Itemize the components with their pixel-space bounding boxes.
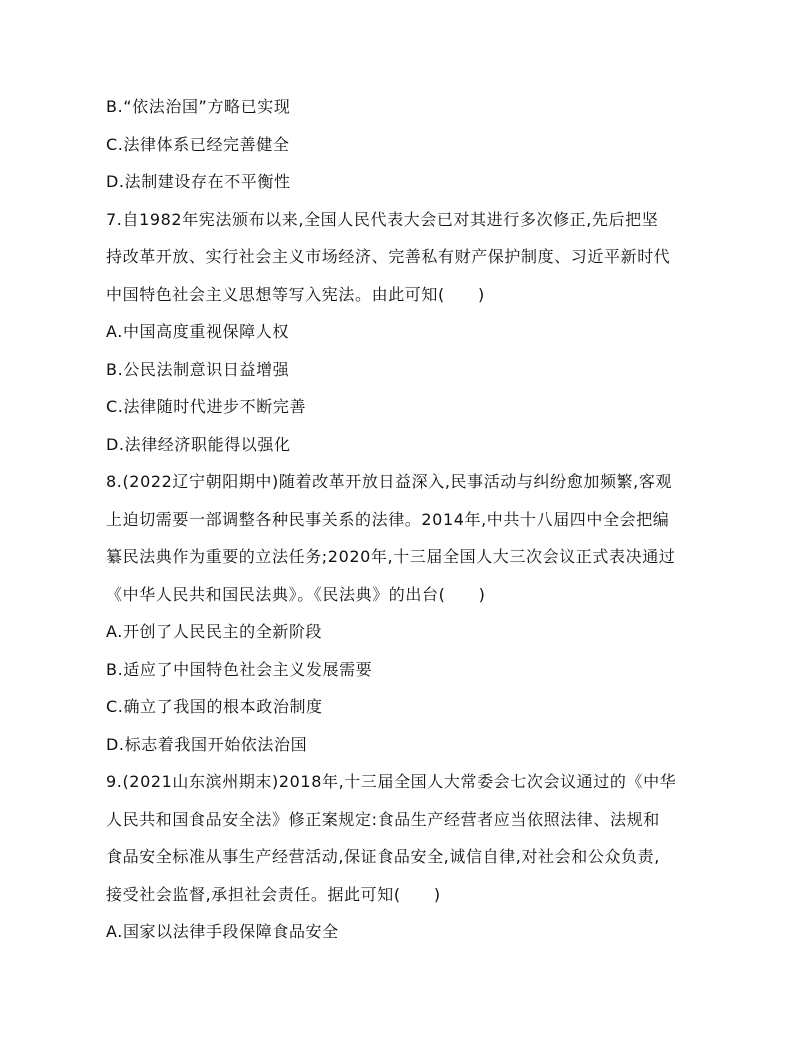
question-9-line-2: 人民共和国食品安全法》修正案规定:食品生产经营者应当依照法律、法规和 (106, 809, 660, 829)
option-7a: A.中国高度重视保障人权 (106, 322, 289, 341)
question-9-line-4: 接受社会监督,承担社会责任。据此可知( ) (106, 884, 441, 904)
option-6b: B.“依法治国”方略已实现 (106, 97, 291, 116)
question-7-line-2: 持改革开放、实行社会主义市场经济、完善私有财产保护制度、习近平新时代 (106, 247, 671, 266)
option-8a: A.开创了人民民主的全新阶段 (106, 622, 323, 641)
question-7-line-1: 7.自1982年宪法颁布以来,全国人民代表大会已对其进行多次修正,先后把坚 (106, 209, 659, 229)
document-page (106, 88, 706, 951)
question-7-line-3: 中国特色社会主义思想等写入宪法。由此可知( ) (106, 284, 485, 304)
option-6d: D.法制建设存在不平衡性 (106, 172, 291, 191)
option-8b: B.适应了中国特色社会主义发展需要 (106, 659, 373, 679)
option-7b: B.公民法制意识日益增强 (106, 359, 290, 379)
option-7c: C.法律随时代进步不断完善 (106, 397, 307, 416)
option-8d: D.标志着我国开始依法治国 (106, 734, 308, 754)
question-8-line-1: 8.(2022辽宁朝阳期中)随着改革开放日益深入,民事活动与纠纷愈加频繁,客观 (106, 472, 673, 491)
question-8-line-2: 上迫切需要一部调整各种民事关系的法律。2014年,中共十八届四中全会把编 (106, 509, 670, 529)
option-9a: A.国家以法律手段保障食品安全 (106, 922, 339, 941)
option-8c: C.确立了我国的根本政治制度 (106, 697, 323, 716)
question-8-line-4: 《中华人民共和国民法典》。《民法典》的出台( ) (106, 584, 486, 604)
question-9-line-1: 9.(2021山东滨州期末)2018年,十三届全国人大常委会七次会议通过的《中华 (106, 772, 677, 791)
option-7d: D.法律经济职能得以强化 (106, 434, 291, 454)
question-9-line-3: 食品安全标准从事生产经营活动,保证食品安全,诚信自律,对社会和公众负责, (106, 847, 660, 866)
option-6c: C.法律体系已经完善健全 (106, 134, 290, 154)
question-8-line-3: 纂民法典作为重要的立法任务;2020年,十三届全国人大三次会议正式表决通过 (106, 547, 676, 566)
